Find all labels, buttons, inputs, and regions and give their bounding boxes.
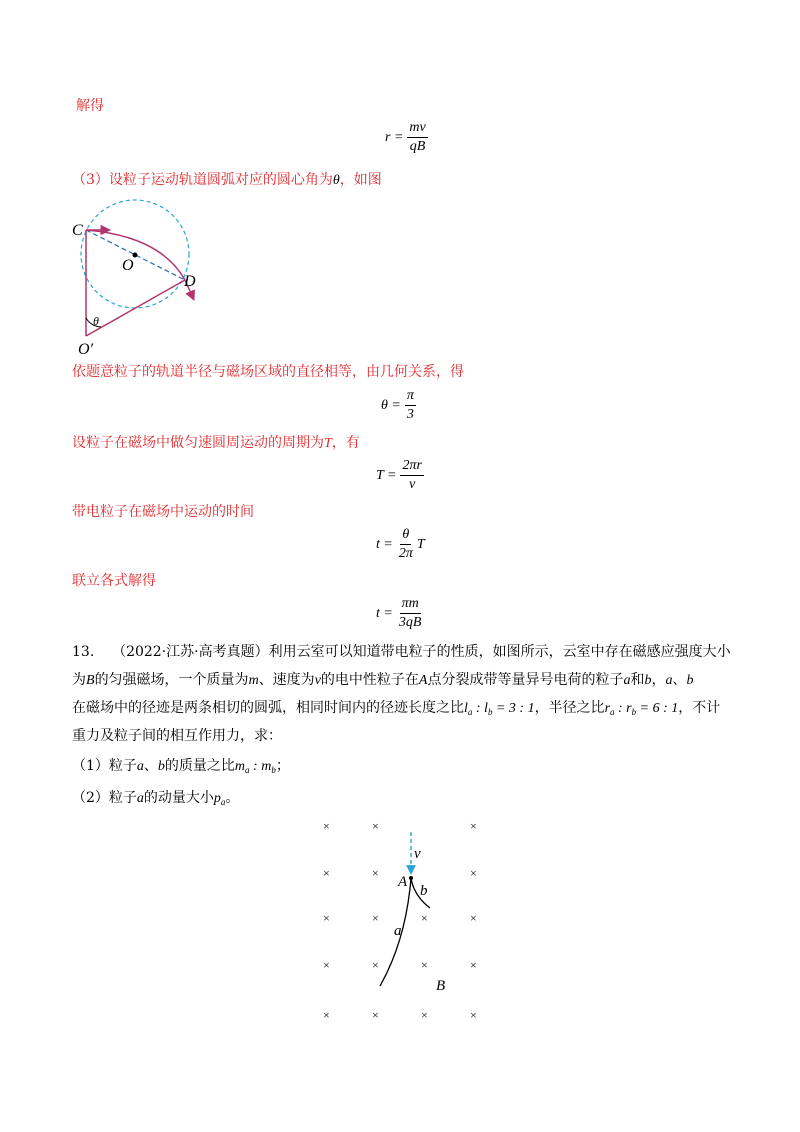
var-v: v (314, 673, 321, 688)
q13-part2 (72, 788, 239, 812)
radius-do (86, 280, 185, 336)
var-a: a (136, 791, 144, 806)
q13-text: （1）粒子 (72, 758, 137, 774)
label-b-field: B (436, 978, 446, 994)
field-cross-mark: × (470, 819, 477, 833)
figure-cloud-chamber (310, 810, 490, 1025)
part3-prefix: （3）设粒子运动轨道圆弧对应的圆心角为 (72, 172, 333, 188)
var-a: a (623, 673, 631, 688)
ratio-l-sub: a (467, 707, 473, 717)
eq-denominator: 2π (398, 546, 413, 561)
field-cross-mark: × (421, 1008, 428, 1022)
q13-line1-text: 利用云室可以知道带电粒子的性质，如图所示，云室中存在磁感应强度大小 (268, 644, 731, 660)
eq-denominator: v (409, 477, 416, 492)
q13-text: 为 (72, 672, 86, 688)
momentum-var (214, 791, 226, 806)
field-cross-mark: × (470, 911, 477, 925)
ratio-r-sep: : r (614, 701, 632, 716)
ratio-l (464, 701, 535, 716)
eq-numerator: θ (400, 527, 411, 545)
label-v: v (414, 846, 421, 862)
q13-text: 。 (225, 790, 240, 806)
var-b: b (644, 673, 652, 688)
var-m: m (248, 673, 259, 688)
eq-numerator: π (405, 388, 416, 406)
field-cross-mark: × (372, 911, 379, 925)
eq-lhs: t = (376, 605, 393, 621)
equation-theta (381, 388, 416, 423)
q13-text: 在磁场中的径迹是两条相切的圆弧，相同时间内的径迹长度之比 (72, 700, 464, 716)
mass-sub: b (271, 765, 276, 775)
part3-statement (72, 170, 382, 191)
equation-period (376, 458, 424, 493)
time-statement: 带电粒子在磁场中运动的时间 (72, 504, 254, 520)
var-b: b (157, 759, 165, 774)
ratio-r-sub: a (610, 707, 615, 717)
mass-ratio (235, 759, 276, 774)
eq-lhs: r = (385, 129, 404, 145)
equation-time (376, 527, 425, 562)
field-cross-mark: × (372, 1008, 379, 1022)
ratio-l-sub: b (487, 707, 493, 717)
field-cross-mark: × (323, 866, 330, 880)
eq-lhs: θ = (381, 397, 401, 413)
field-cross-mark: × (323, 911, 330, 925)
eq-rest: T (416, 536, 425, 552)
q13-number: 13. (72, 644, 95, 660)
field-cross-mark: × (372, 866, 379, 880)
ratio-l-var: l (464, 701, 468, 716)
q13-text: 的质量之比 (164, 758, 235, 774)
field-cross-mark: × (372, 819, 379, 833)
geometry-statement: 依题意粒子的轨道半径与磁场区域的直径相等，由几何关系，得 (72, 364, 464, 380)
q13-line3 (72, 698, 720, 722)
label-c: C (72, 222, 83, 239)
q13-text: 、 (672, 672, 687, 688)
combine-statement: 联立各式解得 (72, 573, 156, 589)
ratio-r (605, 701, 679, 716)
q13-text: 的电中性粒子在 (320, 672, 419, 688)
q13-text: （2）粒子 (72, 790, 137, 806)
label-o: O (122, 257, 134, 274)
field-cross-mark: × (421, 958, 428, 972)
q13-line2 (72, 670, 693, 691)
period-post: ，有 (331, 435, 360, 451)
field-cross-mark: × (470, 958, 477, 972)
field-cross-mark: × (470, 866, 477, 880)
eq-numerator: 2πr (400, 458, 423, 476)
period-var: T (324, 436, 332, 451)
eq-numerator: mv (407, 120, 427, 138)
q13-line1 (72, 642, 731, 662)
q13-text: ，半径之比 (534, 700, 605, 716)
q13-text: 和 (630, 672, 645, 688)
mass-sub: a (245, 765, 250, 775)
part3-suffix: ，如图 (339, 172, 382, 188)
ratio-l-value: = 3 : 1 (492, 701, 535, 716)
field-cross-mark: × (470, 1008, 477, 1022)
ratio-r-sub: b (631, 707, 637, 717)
eq-lhs: T = (376, 467, 397, 483)
ratio-r-value: = 6 : 1 (636, 701, 679, 716)
equation-result (376, 596, 423, 631)
field-cross-mark: × (323, 1008, 330, 1022)
q13-line4: 重力及粒子间的相互作用力，求： (72, 728, 282, 744)
equation-radius (385, 120, 428, 155)
label-d: D (184, 273, 196, 290)
eq-denominator: 3qB (398, 615, 422, 630)
q13-text: 点分裂成带等量异号电荷的粒子 (427, 672, 624, 688)
q13-text: 、速度为 (258, 672, 315, 688)
q13-text: ， (651, 672, 666, 688)
q13-text: ，不计 (678, 700, 721, 716)
q13-text: 的匀强磁场，一个质量为 (94, 672, 249, 688)
eq-numerator: πm (400, 596, 421, 614)
momentum-p: p (213, 791, 221, 806)
var-b-field: B (86, 673, 95, 688)
ratio-l-sep: : l (472, 701, 488, 716)
field-cross-mark: × (372, 958, 379, 972)
eq-denominator: 3 (406, 407, 414, 422)
theta-var: θ (332, 173, 340, 188)
field-cross-mark: × (421, 911, 428, 925)
label-theta: θ (93, 314, 99, 328)
var-a-point: A (418, 673, 428, 688)
label-a-track: a (394, 923, 402, 939)
momentum-sub: a (220, 797, 226, 807)
solution-label: 解得 (76, 98, 104, 114)
label-b-track: b (420, 883, 428, 899)
eq-lhs: t = (376, 536, 393, 552)
ratio-r-var: r (604, 701, 611, 716)
mass-sep: : m (249, 759, 272, 774)
label-o-prime: O′ (78, 341, 94, 358)
period-pre: 设粒子在磁场中做匀速圆周运动的周期为 (72, 435, 324, 451)
figure-circle-orbit (60, 196, 240, 366)
var-a: a (136, 759, 144, 774)
field-cross-mark: × (323, 958, 330, 972)
q13-text: ； (275, 758, 290, 774)
magnetic-field-crosses (323, 819, 477, 1022)
label-a-point: A (398, 874, 408, 890)
q13-part1 (72, 756, 290, 780)
eq-denominator: qB (409, 139, 426, 154)
q13-text: 、 (143, 758, 158, 774)
period-statement (72, 433, 360, 454)
mass-var: m (234, 759, 246, 774)
q13-source: （2022·江苏·高考真题） (112, 644, 269, 660)
field-cross-mark: × (323, 819, 330, 833)
var-a: a (665, 673, 673, 688)
q13-text: 的动量大小 (143, 790, 214, 806)
var-b: b (686, 673, 694, 688)
